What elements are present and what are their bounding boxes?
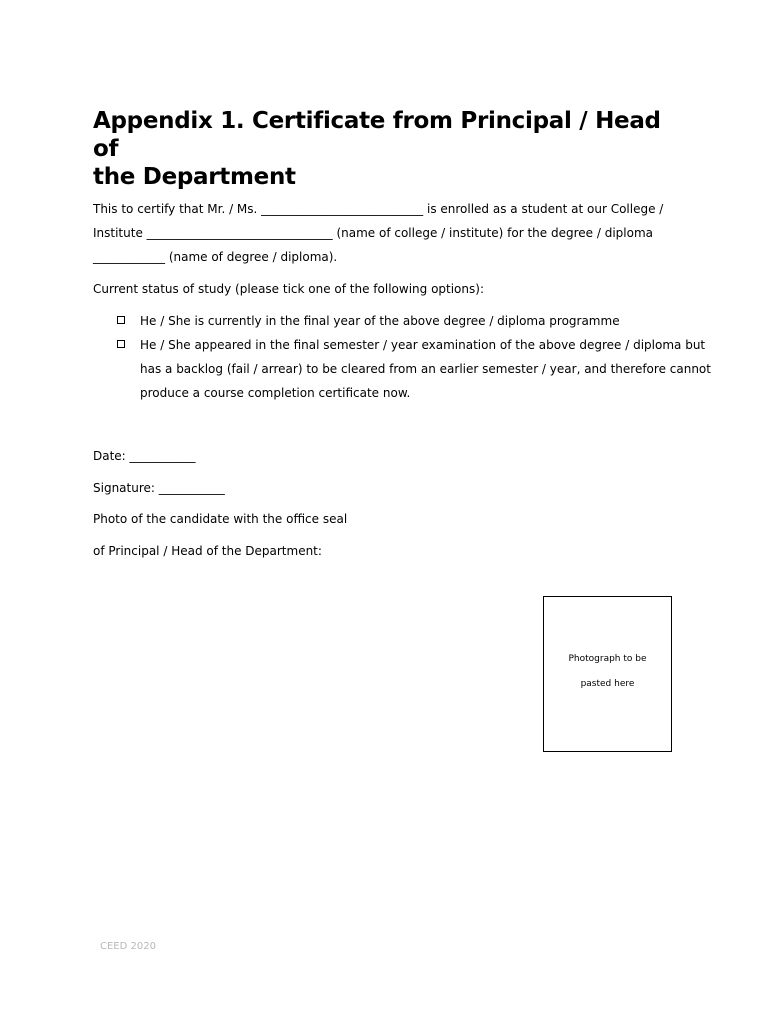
photo-box-text-line-2: pasted here (580, 679, 635, 689)
photo-instruction-line-2: of Principal / Head of the Department: (93, 544, 322, 558)
page-title (93, 107, 693, 191)
checkbox-final-year[interactable] (117, 316, 125, 324)
certify-line-2: Institute _______________________________ (name of college / institute) for the degree / diploma (93, 226, 653, 240)
checkbox-backlog[interactable] (117, 340, 125, 348)
option-backlog-line-3: produce a course completion certificate now. (140, 386, 411, 400)
photo-box-text-line-1: Photograph to be (568, 654, 647, 664)
signature-field: Signature: ___________ (93, 481, 225, 495)
option-backlog-line-1: He / She appeared in the final semester / year examination of the above degree / diploma but (140, 338, 706, 352)
photo-instruction-line-1: Photo of the candidate with the office seal (93, 512, 348, 526)
certify-line-1: This to certify that Mr. / Ms. ___________________________ is enrolled as a student at our College / (93, 202, 664, 216)
footer-text: CEED 2020 (100, 941, 156, 952)
option-backlog-line-2: has a backlog (fail / arrear) to be cleared from an earlier semester / year, and therefore cannot (140, 362, 711, 376)
certify-line-3: ____________ (name of degree / diploma). (93, 250, 338, 264)
page-title-line-1: Appendix 1. Certificate from Principal / Head of (93, 108, 661, 162)
photo-placeholder-box (543, 596, 672, 752)
page-title-line-2: the Department (93, 164, 296, 190)
option-final-year-label: He / She is currently in the final year of the above degree / diploma programme (140, 314, 620, 328)
status-prompt: Current status of study (please tick one of the following options): (93, 282, 484, 296)
date-field: Date: ___________ (93, 449, 196, 463)
